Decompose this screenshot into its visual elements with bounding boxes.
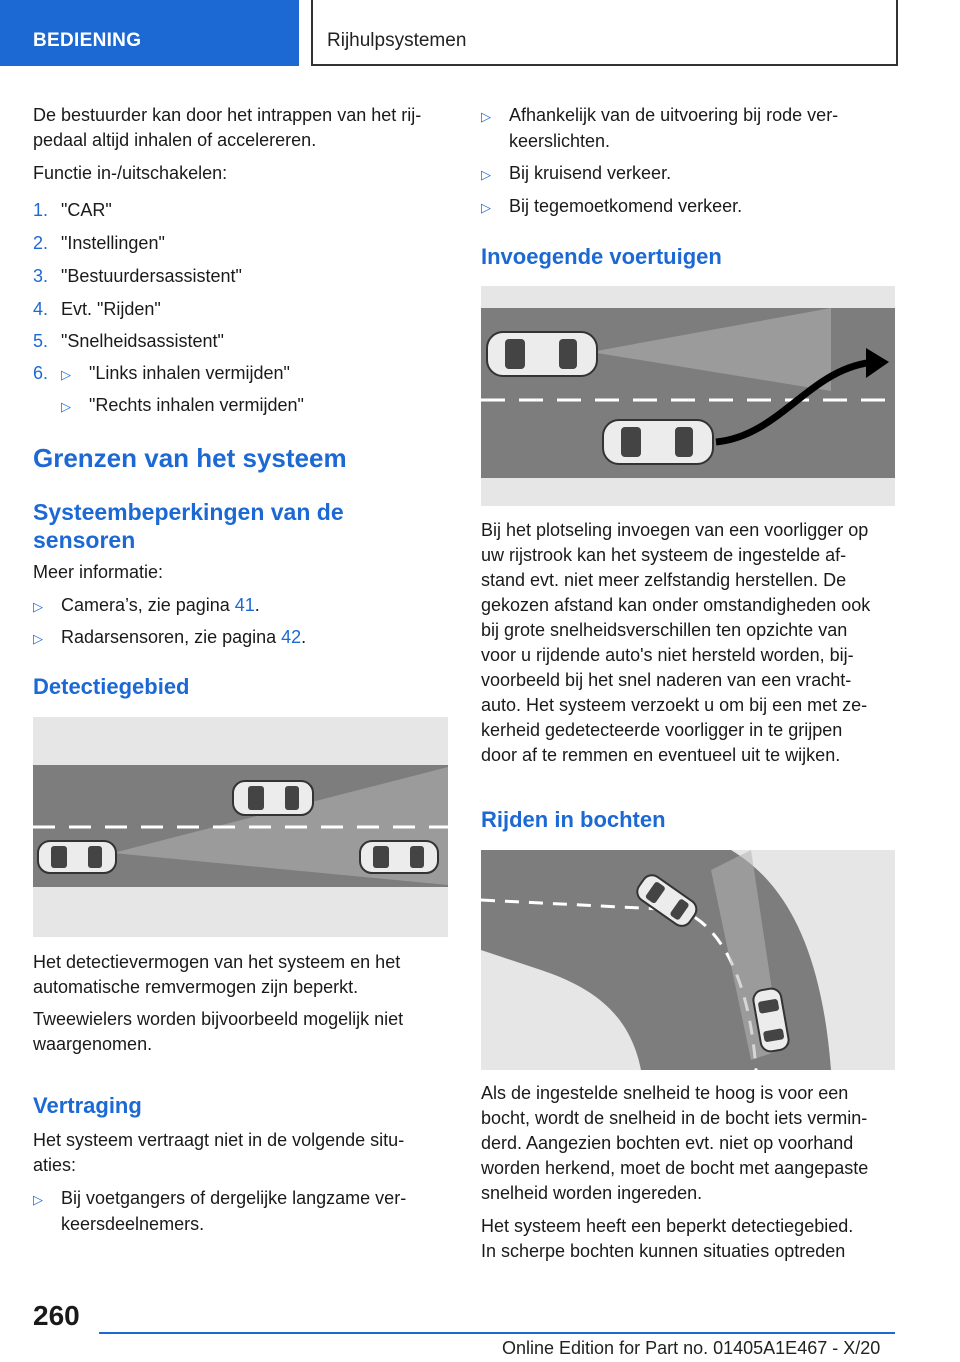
edition-text: Online Edition for Part no. 01405A1E467 - X/20 <box>502 1338 881 1358</box>
heading-sensors: Systeembeperkingen van de sensoren <box>33 499 344 553</box>
triangle-bullet-icon: ▷ <box>33 631 43 646</box>
list-item: ▷ Bij kruisend verkeer. <box>481 161 671 187</box>
section-tab <box>0 0 299 66</box>
list-item: 3. "Bestuurdersassistent" <box>33 266 242 286</box>
more-info-label: Meer informatie: <box>33 562 164 582</box>
list-item: ▷ Bij voetgangers of dergelijke langzame ver- keersdeelnemers. <box>33 1188 407 1234</box>
footer-divider <box>99 1332 895 1334</box>
merging-paragraph: Bij het plotseling invoegen van een voorligger op uw rijstrook kan het systeem de ingestelde af- stand evt. niet meer zelfstandig herstellen. De gekozen afstand kan onder omstandigheden ook bij grote snelheidsverschillen ten opzichte van voor u rijdende auto's niet hersteld worden, bij- voorbeeld bij het snel naderen van een vracht- auto. Het systeem verzoekt u om bij een met ze- kerheid gedetecteerde voorligger in te grijpen door af te remmen en eventueel uit te wijken. <box>481 520 871 765</box>
detection-paragraph-2: Tweewielers worden bijvoorbeeld mogelijk niet waargenomen. <box>33 1009 404 1054</box>
chapter-tab <box>311 0 898 66</box>
heading-limits: Grenzen van het systeem <box>33 443 347 473</box>
list-item: 2. "Instellingen" <box>33 233 165 253</box>
deceleration-paragraph: Het systeem vertraagt niet in de volgende situ- aties: <box>33 1130 405 1175</box>
curves-figure <box>481 850 895 1070</box>
chapter-title: Rijhulpsystemen <box>327 30 467 51</box>
triangle-bullet-icon: ▷ <box>481 200 491 215</box>
section-title: BEDIENING <box>33 30 142 51</box>
car-icon <box>360 841 438 873</box>
car-icon <box>233 781 313 815</box>
car-icon <box>487 332 597 376</box>
list-item: ▷ Camera’s, zie pagina 41. <box>33 593 260 619</box>
heading-deceleration: Vertraging <box>33 1093 142 1118</box>
list-item: 1. "CAR" <box>33 200 112 220</box>
triangle-bullet-icon: ▷ <box>61 399 71 414</box>
list-item: ▷ Afhankelijk van de uitvoering bij rode ver- keerslichten. <box>481 105 839 151</box>
triangle-bullet-icon: ▷ <box>481 167 491 182</box>
detection-paragraph-1: Het detectievermogen van het systeem en het automatische remvermogen zijn beperkt. <box>33 952 401 997</box>
curves-paragraph-2: Het systeem heeft een beperkt detectiegebied. In scherpe bochten kunnen situaties optreden <box>481 1216 854 1261</box>
triangle-bullet-icon: ▷ <box>33 1192 43 1207</box>
curves-paragraph-1: Als de ingestelde snelheid te hoog is voor een bocht, wordt de snelheid in de bocht iets vermin- derd. Aangezien bochten evt. niet op voorhand worden herkend, moet de bocht met aangepaste snelheid worden ingereden. <box>481 1083 869 1203</box>
page-link-42[interactable]: 42 <box>281 627 302 647</box>
heading-curves: Rijden in bochten <box>481 807 666 832</box>
heading-detection: Detectiegebied <box>33 674 190 699</box>
detection-figure <box>33 717 448 937</box>
list-item: ▷ Bij tegemoetkomend verkeer. <box>481 194 742 220</box>
heading-merging: Invoegende voertuigen <box>481 244 722 269</box>
page-number: 260 <box>33 1300 80 1331</box>
list-item: ▷ Radarsensoren, zie pagina 42. <box>33 625 306 651</box>
car-icon <box>38 841 116 873</box>
page-link-41[interactable]: 41 <box>234 595 255 615</box>
triangle-bullet-icon: ▷ <box>481 109 491 124</box>
triangle-bullet-icon: ▷ <box>61 367 71 382</box>
merging-figure <box>481 286 895 506</box>
steps-list <box>33 198 304 425</box>
car-icon <box>603 420 713 464</box>
triangle-bullet-icon: ▷ <box>33 599 43 614</box>
intro-paragraph: De bestuurder kan door het intrappen van het rij- pedaal altijd inhalen of accelereren. <box>33 105 422 150</box>
list-item: ▷ "Rechts inhalen vermijden" <box>33 393 304 425</box>
list-item: 5. "Snelheidsassistent" <box>33 331 224 351</box>
list-item: 6. ▷ "Links inhalen vermijden" <box>33 361 304 393</box>
list-item: 4. Evt. "Rijden" <box>33 299 161 319</box>
function-label: Functie in-/uitschakelen: <box>33 163 228 183</box>
